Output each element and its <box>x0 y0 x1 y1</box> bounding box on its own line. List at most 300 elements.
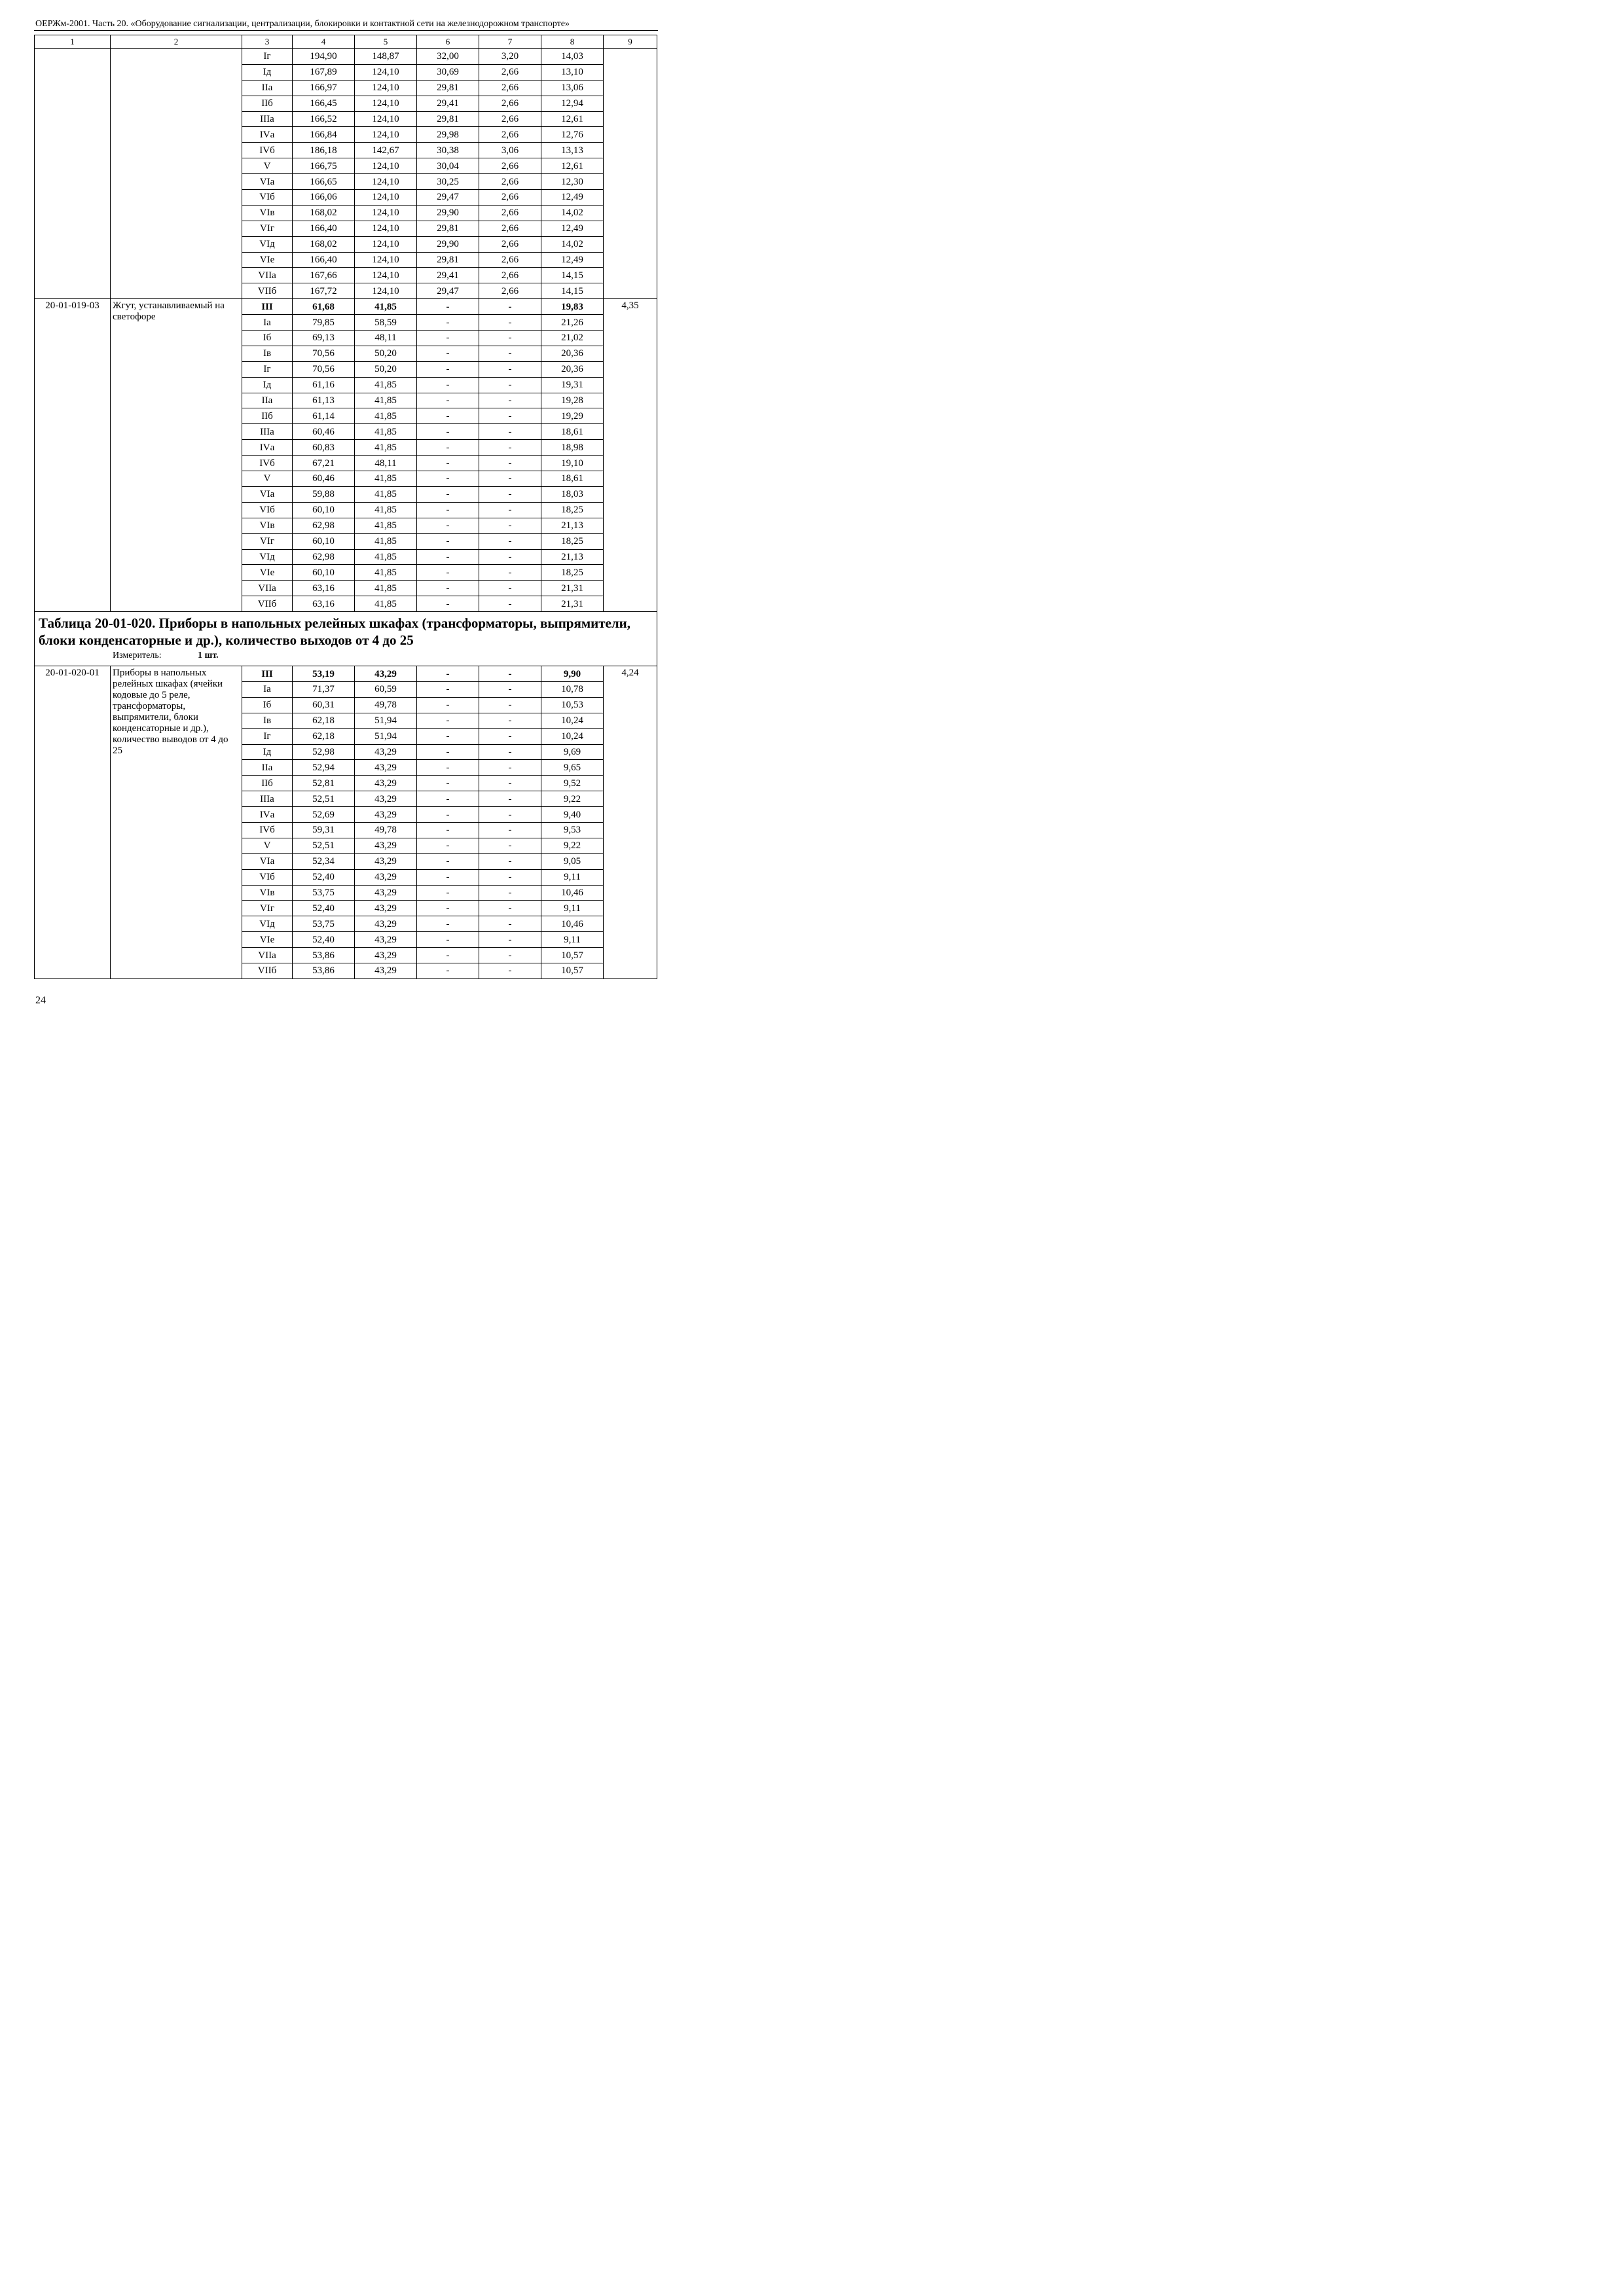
machine-cost: - <box>417 440 479 456</box>
total-cost: 61,13 <box>293 393 355 408</box>
operator-wages: - <box>479 331 541 346</box>
total-cost: 60,10 <box>293 502 355 518</box>
total-cost: 53,75 <box>293 916 355 932</box>
total-cost: 71,37 <box>293 681 355 697</box>
total-cost: 167,72 <box>293 283 355 299</box>
operator-wages: - <box>479 948 541 963</box>
operator-wages: - <box>479 885 541 901</box>
machine-cost: - <box>417 838 479 853</box>
zone-cell: Iг <box>242 728 293 744</box>
total-cost: 167,89 <box>293 64 355 80</box>
operator-wages: - <box>479 838 541 853</box>
operator-wages: - <box>479 377 541 393</box>
operator-wages: - <box>479 869 541 885</box>
wages-cost: 43,29 <box>355 869 417 885</box>
operator-wages: - <box>479 901 541 916</box>
wages-cost: 124,10 <box>355 80 417 96</box>
total-cost: 70,56 <box>293 346 355 361</box>
wages-cost: 48,11 <box>355 456 417 471</box>
machine-cost: - <box>417 869 479 885</box>
wages-cost: 124,10 <box>355 268 417 283</box>
wages-cost: 58,59 <box>355 315 417 331</box>
materials-cost: 9,53 <box>541 822 604 838</box>
wages-cost: 43,29 <box>355 776 417 791</box>
wages-cost: 41,85 <box>355 533 417 549</box>
total-cost: 63,16 <box>293 581 355 596</box>
zone-cell: VIв <box>242 518 293 533</box>
column-number: 6 <box>417 35 479 49</box>
operator-wages: - <box>479 822 541 838</box>
machine-cost: 32,00 <box>417 49 479 65</box>
operator-wages: - <box>479 713 541 728</box>
zone-cell: IIIа <box>242 111 293 127</box>
column-number: 8 <box>541 35 604 49</box>
zone-cell: IVб <box>242 456 293 471</box>
zone-cell: IVа <box>242 807 293 823</box>
materials-cost: 9,11 <box>541 932 604 948</box>
zone-cell: IIа <box>242 393 293 408</box>
machine-cost: 29,90 <box>417 205 479 221</box>
zone-cell: IIа <box>242 760 293 776</box>
wages-cost: 43,29 <box>355 963 417 978</box>
operator-wages: - <box>479 596 541 612</box>
machine-cost: - <box>417 486 479 502</box>
operator-wages: - <box>479 518 541 533</box>
total-cost: 53,86 <box>293 963 355 978</box>
materials-cost: 21,31 <box>541 581 604 596</box>
total-cost: 166,65 <box>293 174 355 190</box>
operator-wages: - <box>479 486 541 502</box>
column-number: 2 <box>111 35 242 49</box>
materials-cost: 10,57 <box>541 963 604 978</box>
zone-cell: VIIб <box>242 283 293 299</box>
zone-cell: VIIа <box>242 948 293 963</box>
materials-cost: 14,03 <box>541 49 604 65</box>
machine-cost: - <box>417 408 479 424</box>
machine-cost: 29,90 <box>417 236 479 252</box>
materials-cost: 19,31 <box>541 377 604 393</box>
materials-cost: 20,36 <box>541 346 604 361</box>
operator-wages: - <box>479 456 541 471</box>
materials-cost: 12,30 <box>541 174 604 190</box>
wages-cost: 41,85 <box>355 502 417 518</box>
materials-cost: 10,57 <box>541 948 604 963</box>
zone-cell: Iв <box>242 346 293 361</box>
zone-cell: III <box>242 666 293 682</box>
operator-wages: - <box>479 916 541 932</box>
wages-cost: 50,20 <box>355 361 417 377</box>
wages-cost: 41,85 <box>355 518 417 533</box>
wages-cost: 49,78 <box>355 822 417 838</box>
zone-cell: VIб <box>242 502 293 518</box>
operator-wages: 2,66 <box>479 127 541 143</box>
total-cost: 60,10 <box>293 565 355 581</box>
item-col9: 4,24 <box>604 666 657 979</box>
total-cost: 167,66 <box>293 268 355 283</box>
total-cost: 62,98 <box>293 518 355 533</box>
measure-line <box>39 650 654 662</box>
materials-cost: 21,13 <box>541 518 604 533</box>
zone-cell: VIг <box>242 901 293 916</box>
rates-table-body <box>35 35 657 979</box>
zone-cell: VIIб <box>242 963 293 978</box>
materials-cost: 14,15 <box>541 283 604 299</box>
zone-cell: VIг <box>242 533 293 549</box>
total-cost: 52,98 <box>293 744 355 760</box>
materials-cost: 18,03 <box>541 486 604 502</box>
materials-cost: 10,53 <box>541 697 604 713</box>
total-cost: 53,86 <box>293 948 355 963</box>
operator-wages: - <box>479 565 541 581</box>
wages-cost: 43,29 <box>355 948 417 963</box>
wages-cost: 41,85 <box>355 549 417 565</box>
total-cost: 61,14 <box>293 408 355 424</box>
machine-cost: - <box>417 932 479 948</box>
materials-cost: 10,46 <box>541 916 604 932</box>
machine-cost: 29,98 <box>417 127 479 143</box>
materials-cost: 14,15 <box>541 268 604 283</box>
materials-cost: 9,65 <box>541 760 604 776</box>
operator-wages: - <box>479 299 541 315</box>
wages-cost: 43,29 <box>355 744 417 760</box>
materials-cost: 9,90 <box>541 666 604 682</box>
materials-cost: 18,98 <box>541 440 604 456</box>
col9-cell <box>604 49 657 299</box>
operator-wages: 2,66 <box>479 268 541 283</box>
operator-wages: - <box>479 393 541 408</box>
operator-wages: - <box>479 760 541 776</box>
total-cost: 59,88 <box>293 486 355 502</box>
zone-cell: VIе <box>242 252 293 268</box>
materials-cost: 13,10 <box>541 64 604 80</box>
wages-cost: 41,85 <box>355 408 417 424</box>
total-cost: 52,69 <box>293 807 355 823</box>
operator-wages: - <box>479 728 541 744</box>
zone-cell: Iд <box>242 744 293 760</box>
column-number: 7 <box>479 35 541 49</box>
operator-wages: - <box>479 744 541 760</box>
materials-cost: 20,36 <box>541 361 604 377</box>
wages-cost: 43,29 <box>355 760 417 776</box>
operator-wages: 2,66 <box>479 64 541 80</box>
materials-cost: 12,49 <box>541 221 604 236</box>
machine-cost: - <box>417 853 479 869</box>
machine-cost: - <box>417 346 479 361</box>
zone-cell: Iд <box>242 377 293 393</box>
wages-cost: 124,10 <box>355 283 417 299</box>
operator-wages: 3,20 <box>479 49 541 65</box>
materials-cost: 12,49 <box>541 252 604 268</box>
wages-cost: 41,85 <box>355 424 417 440</box>
zone-cell: V <box>242 158 293 174</box>
zone-cell: IVа <box>242 440 293 456</box>
wages-cost: 43,29 <box>355 666 417 682</box>
page-number: 24 <box>35 995 46 1006</box>
materials-cost: 10,78 <box>541 681 604 697</box>
machine-cost: - <box>417 502 479 518</box>
materials-cost: 9,05 <box>541 853 604 869</box>
machine-cost: - <box>417 901 479 916</box>
machine-cost: - <box>417 549 479 565</box>
operator-wages: - <box>479 440 541 456</box>
materials-cost: 18,61 <box>541 471 604 487</box>
zone-cell: Iа <box>242 315 293 331</box>
zone-cell: IIа <box>242 80 293 96</box>
operator-wages: 3,06 <box>479 143 541 158</box>
operator-wages: - <box>479 581 541 596</box>
total-cost: 166,84 <box>293 127 355 143</box>
column-number: 1 <box>35 35 111 49</box>
operator-wages: - <box>479 408 541 424</box>
materials-cost: 9,11 <box>541 869 604 885</box>
column-number: 3 <box>242 35 293 49</box>
operator-wages: - <box>479 471 541 487</box>
total-cost: 52,51 <box>293 791 355 807</box>
materials-cost: 9,11 <box>541 901 604 916</box>
machine-cost: 29,47 <box>417 190 479 206</box>
table-row <box>35 49 657 65</box>
materials-cost: 18,61 <box>541 424 604 440</box>
total-cost: 53,19 <box>293 666 355 682</box>
zone-cell: IIIа <box>242 791 293 807</box>
total-cost: 168,02 <box>293 236 355 252</box>
table-title: Таблица 20-01-020. Приборы в напольных релейных шкафах (трансформаторы, выпрямители, блоки конденсаторные и др.), количество выходов от 4 до 25 <box>39 615 631 649</box>
code-cell <box>35 49 111 299</box>
operator-wages: 2,66 <box>479 158 541 174</box>
machine-cost: - <box>417 581 479 596</box>
machine-cost: 30,69 <box>417 64 479 80</box>
operator-wages: - <box>479 853 541 869</box>
wages-cost: 43,29 <box>355 838 417 853</box>
machine-cost: 30,25 <box>417 174 479 190</box>
total-cost: 166,40 <box>293 221 355 236</box>
machine-cost: - <box>417 713 479 728</box>
wages-cost: 43,29 <box>355 807 417 823</box>
materials-cost: 19,29 <box>541 408 604 424</box>
total-cost: 166,40 <box>293 252 355 268</box>
materials-cost: 14,02 <box>541 236 604 252</box>
total-cost: 166,06 <box>293 190 355 206</box>
materials-cost: 12,49 <box>541 190 604 206</box>
operator-wages: - <box>479 315 541 331</box>
machine-cost: - <box>417 916 479 932</box>
table-title-row <box>35 612 657 666</box>
operator-wages: 2,66 <box>479 96 541 111</box>
materials-cost: 12,61 <box>541 111 604 127</box>
zone-cell: VIд <box>242 916 293 932</box>
zone-cell: IIб <box>242 96 293 111</box>
total-cost: 166,45 <box>293 96 355 111</box>
machine-cost: - <box>417 299 479 315</box>
operator-wages: 2,66 <box>479 174 541 190</box>
machine-cost: - <box>417 315 479 331</box>
materials-cost: 10,24 <box>541 713 604 728</box>
zone-cell: VIIб <box>242 596 293 612</box>
zone-cell: VIа <box>242 486 293 502</box>
zone-cell: IIб <box>242 776 293 791</box>
total-cost: 53,75 <box>293 885 355 901</box>
materials-cost: 9,22 <box>541 838 604 853</box>
wages-cost: 43,29 <box>355 885 417 901</box>
wages-cost: 142,67 <box>355 143 417 158</box>
materials-cost: 9,69 <box>541 744 604 760</box>
measure-label: Измеритель: <box>113 651 162 661</box>
running-header: ОЕРЖм-2001. Часть 20. «Оборудование сигнализации, централизации, блокировки и контактной сети на железнодорожном транспорте» <box>35 19 570 29</box>
wages-cost: 41,85 <box>355 596 417 612</box>
total-cost: 60,46 <box>293 471 355 487</box>
operator-wages: 2,66 <box>479 283 541 299</box>
total-cost: 168,02 <box>293 205 355 221</box>
machine-cost: 29,81 <box>417 221 479 236</box>
operator-wages: - <box>479 776 541 791</box>
materials-cost: 9,22 <box>541 791 604 807</box>
materials-cost: 10,46 <box>541 885 604 901</box>
wages-cost: 41,85 <box>355 299 417 315</box>
wages-cost: 49,78 <box>355 697 417 713</box>
materials-cost: 9,52 <box>541 776 604 791</box>
wages-cost: 51,94 <box>355 713 417 728</box>
machine-cost: - <box>417 518 479 533</box>
wages-cost: 41,85 <box>355 581 417 596</box>
materials-cost: 9,40 <box>541 807 604 823</box>
operator-wages: 2,66 <box>479 80 541 96</box>
machine-cost: - <box>417 760 479 776</box>
table-row <box>35 299 657 315</box>
zone-cell: V <box>242 838 293 853</box>
item-description: Приборы в напольных релейных шкафах (ячейки кодовые до 5 реле, трансформаторы, выпрямители, блоки конденсаторные и др.), количество выводов от 4 до 25 <box>111 666 242 979</box>
zone-cell: Iг <box>242 361 293 377</box>
machine-cost: - <box>417 791 479 807</box>
operator-wages: 2,66 <box>479 221 541 236</box>
zone-cell: IVб <box>242 822 293 838</box>
total-cost: 79,85 <box>293 315 355 331</box>
zone-cell: IVа <box>242 127 293 143</box>
materials-cost: 21,26 <box>541 315 604 331</box>
total-cost: 52,94 <box>293 760 355 776</box>
machine-cost: - <box>417 963 479 978</box>
total-cost: 166,97 <box>293 80 355 96</box>
zone-cell: VIе <box>242 565 293 581</box>
column-number: 9 <box>604 35 657 49</box>
zone-cell: VIб <box>242 869 293 885</box>
zone-cell: V <box>242 471 293 487</box>
wages-cost: 148,87 <box>355 49 417 65</box>
zone-cell: IIIа <box>242 424 293 440</box>
machine-cost: 29,41 <box>417 96 479 111</box>
column-number: 4 <box>293 35 355 49</box>
machine-cost: - <box>417 424 479 440</box>
materials-cost: 12,76 <box>541 127 604 143</box>
machine-cost: 29,41 <box>417 268 479 283</box>
total-cost: 60,10 <box>293 533 355 549</box>
wages-cost: 124,10 <box>355 64 417 80</box>
zone-cell: IVб <box>242 143 293 158</box>
item-col9: 4,35 <box>604 299 657 612</box>
operator-wages: 2,66 <box>479 252 541 268</box>
operator-wages: 2,66 <box>479 236 541 252</box>
wages-cost: 43,29 <box>355 932 417 948</box>
wages-cost: 50,20 <box>355 346 417 361</box>
wages-cost: 124,10 <box>355 111 417 127</box>
operator-wages: 2,66 <box>479 111 541 127</box>
machine-cost: - <box>417 331 479 346</box>
operator-wages: - <box>479 807 541 823</box>
zone-cell: VIд <box>242 236 293 252</box>
machine-cost: - <box>417 377 479 393</box>
zone-cell: Iб <box>242 697 293 713</box>
total-cost: 62,18 <box>293 728 355 744</box>
machine-cost: 29,81 <box>417 252 479 268</box>
wages-cost: 124,10 <box>355 236 417 252</box>
materials-cost: 12,61 <box>541 158 604 174</box>
total-cost: 62,98 <box>293 549 355 565</box>
zone-cell: Iг <box>242 49 293 65</box>
machine-cost: - <box>417 807 479 823</box>
machine-cost: - <box>417 776 479 791</box>
total-cost: 52,81 <box>293 776 355 791</box>
operator-wages: - <box>479 791 541 807</box>
machine-cost: - <box>417 697 479 713</box>
wages-cost: 124,10 <box>355 221 417 236</box>
materials-cost: 18,25 <box>541 565 604 581</box>
machine-cost: - <box>417 666 479 682</box>
operator-wages: - <box>479 361 541 377</box>
wages-cost: 60,59 <box>355 681 417 697</box>
materials-cost: 21,13 <box>541 549 604 565</box>
total-cost: 69,13 <box>293 331 355 346</box>
zone-cell: Iв <box>242 713 293 728</box>
total-cost: 166,52 <box>293 111 355 127</box>
zone-cell: VIв <box>242 205 293 221</box>
wages-cost: 124,10 <box>355 127 417 143</box>
zone-cell: Iб <box>242 331 293 346</box>
total-cost: 61,68 <box>293 299 355 315</box>
machine-cost: - <box>417 885 479 901</box>
zone-cell: IIб <box>242 408 293 424</box>
zone-cell: VIе <box>242 932 293 948</box>
zone-cell: VIб <box>242 190 293 206</box>
wages-cost: 48,11 <box>355 331 417 346</box>
wages-cost: 43,29 <box>355 901 417 916</box>
materials-cost: 12,94 <box>541 96 604 111</box>
operator-wages: - <box>479 424 541 440</box>
machine-cost: - <box>417 393 479 408</box>
operator-wages: 2,66 <box>479 190 541 206</box>
column-number-row <box>35 35 657 49</box>
item-description: Жгут, устанавливаемый на светофоре <box>111 299 242 612</box>
wages-cost: 124,10 <box>355 205 417 221</box>
materials-cost: 21,02 <box>541 331 604 346</box>
total-cost: 61,16 <box>293 377 355 393</box>
zone-cell: VIг <box>242 221 293 236</box>
operator-wages: - <box>479 697 541 713</box>
wages-cost: 51,94 <box>355 728 417 744</box>
machine-cost: - <box>417 533 479 549</box>
operator-wages: - <box>479 346 541 361</box>
wages-cost: 124,10 <box>355 158 417 174</box>
operator-wages: - <box>479 533 541 549</box>
operator-wages: - <box>479 681 541 697</box>
machine-cost: - <box>417 744 479 760</box>
materials-cost: 10,24 <box>541 728 604 744</box>
header-rule <box>34 30 658 31</box>
wages-cost: 41,85 <box>355 377 417 393</box>
machine-cost: - <box>417 596 479 612</box>
zone-cell: III <box>242 299 293 315</box>
machine-cost: - <box>417 728 479 744</box>
rates-table <box>34 35 657 979</box>
operator-wages: - <box>479 502 541 518</box>
